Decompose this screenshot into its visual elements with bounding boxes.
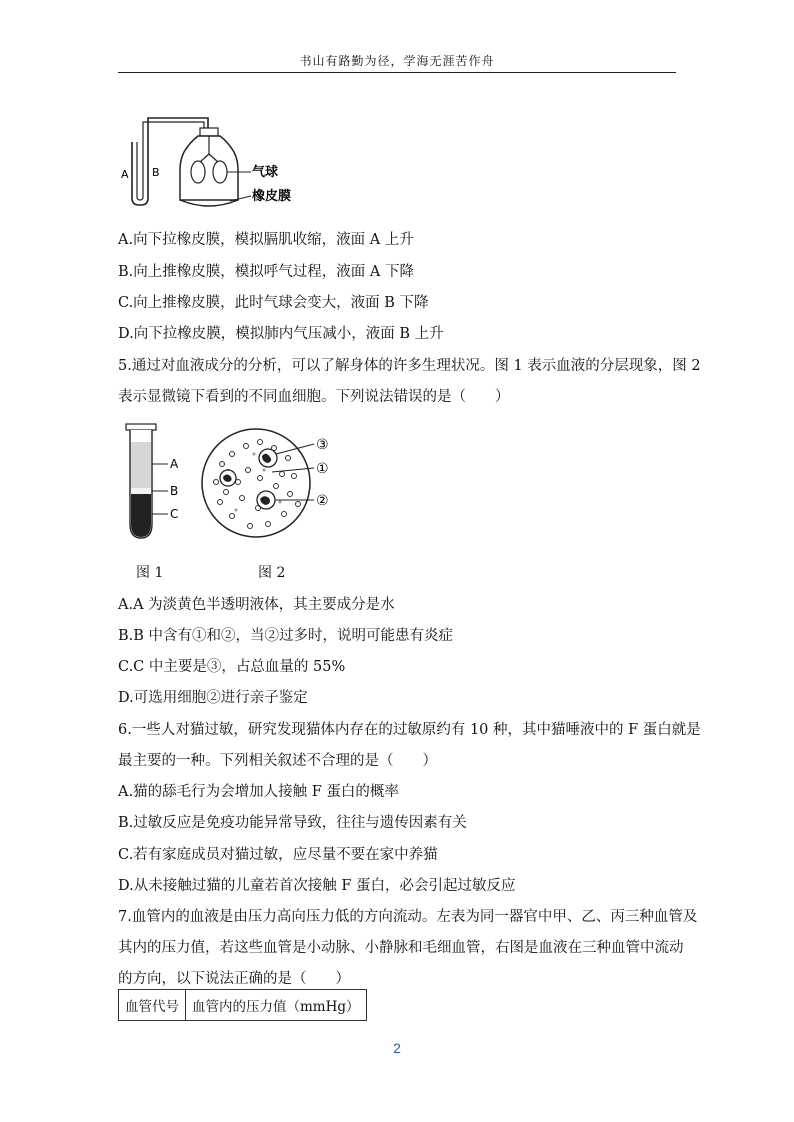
q4-option-b: B.向上推橡皮膜，模拟呼气过程，液面 A 下降 [118, 264, 414, 280]
q6-option-c: C.若有家庭成员对猫过敏，应尽量不要在家中养猫 [118, 847, 438, 863]
table-header-vessel-code: 血管代号 [119, 990, 186, 1021]
q4-option-a: A.向下拉橡皮膜，模拟膈肌收缩，液面 A 上升 [118, 232, 414, 248]
figure-1-caption: 图 1 [136, 565, 164, 581]
q5-stem-line-1: 5.通过对血液成分的分析，可以了解身体的许多生理状况。图 1 表示血液的分层现象，图 2 [118, 358, 701, 374]
label-b: B [152, 166, 160, 179]
q6-stem-line-2: 最主要的一种。下列相关叙述不合理的是（ ） [118, 753, 437, 769]
q5-option-c: C.C 中主要是③，占总血量的 55% [118, 659, 346, 675]
table-row [119, 990, 367, 1021]
page-number: 2 [393, 1040, 401, 1056]
q4-option-d: D.向下拉橡皮膜，模拟肺内气压减小，液面 B 上升 [118, 326, 444, 342]
table-header-pressure: 血管内的压力值（mmHg） [186, 990, 367, 1021]
header-divider [118, 72, 676, 73]
q7-stem-line-2: 其内的压力值，若这些血管是小动脉、小静脉和毛细血管，右图是血液在三种血管中流动 [118, 940, 684, 956]
label-a: A [121, 168, 129, 181]
q5-option-d: D.可选用细胞②进行亲子鉴定 [118, 690, 308, 706]
q4-option-c: C.向上推橡皮膜，此时气球会变大，液面 B 下降 [118, 295, 429, 311]
q6-option-b: B.过敏反应是免疫功能异常导致，往往与遗传因素有关 [118, 815, 467, 831]
blood-test-tube-figure [122, 420, 192, 544]
q7-stem-line-1: 7.血管内的血液是由压力高向压力低的方向流动。左表为同一器官中甲、乙、丙三种血管及 [118, 909, 698, 925]
q5-stem-line-2: 表示显微镜下看到的不同血细胞。下列说法错误的是（ ） [118, 389, 510, 405]
blood-cells-micrograph-figure [198, 424, 358, 542]
label-membrane: 橡皮膜 [252, 189, 292, 204]
tube-label-c: C [170, 507, 179, 521]
cell-label-1: ① [316, 461, 329, 477]
cell-label-3: ③ [316, 437, 329, 453]
vessel-pressure-table [118, 989, 367, 1021]
q7-stem-line-3: 的方向，以下说法正确的是（ ） [118, 971, 350, 987]
label-balloon: 气球 [252, 165, 279, 180]
q5-option-b: B.B 中含有①和②，当②过多时，说明可能患有炎症 [118, 628, 454, 644]
tube-label-a: A [170, 457, 179, 471]
cell-label-2: ② [316, 493, 329, 509]
tube-label-b: B [170, 484, 179, 498]
q6-stem-line-1: 6.一些人对猫过敏，研究发现猫体内存在的过敏原约有 10 种，其中猫唾液中的 F 蛋白就是 [118, 722, 701, 738]
q6-option-a: A.猫的舔毛行为会增加人接触 F 蛋白的概率 [118, 784, 399, 800]
q6-option-d: D.从未接触过猫的儿童若首次接触 F 蛋白，必会引起过敏反应 [118, 878, 516, 894]
page-header-motto: 书山有路勤为径，学海无涯苦作舟 [299, 54, 495, 68]
q5-option-a: A.A 为淡黄色半透明液体，其主要成分是水 [118, 597, 395, 613]
breathing-model-figure [118, 108, 318, 208]
figure-2-caption: 图 2 [258, 565, 286, 581]
